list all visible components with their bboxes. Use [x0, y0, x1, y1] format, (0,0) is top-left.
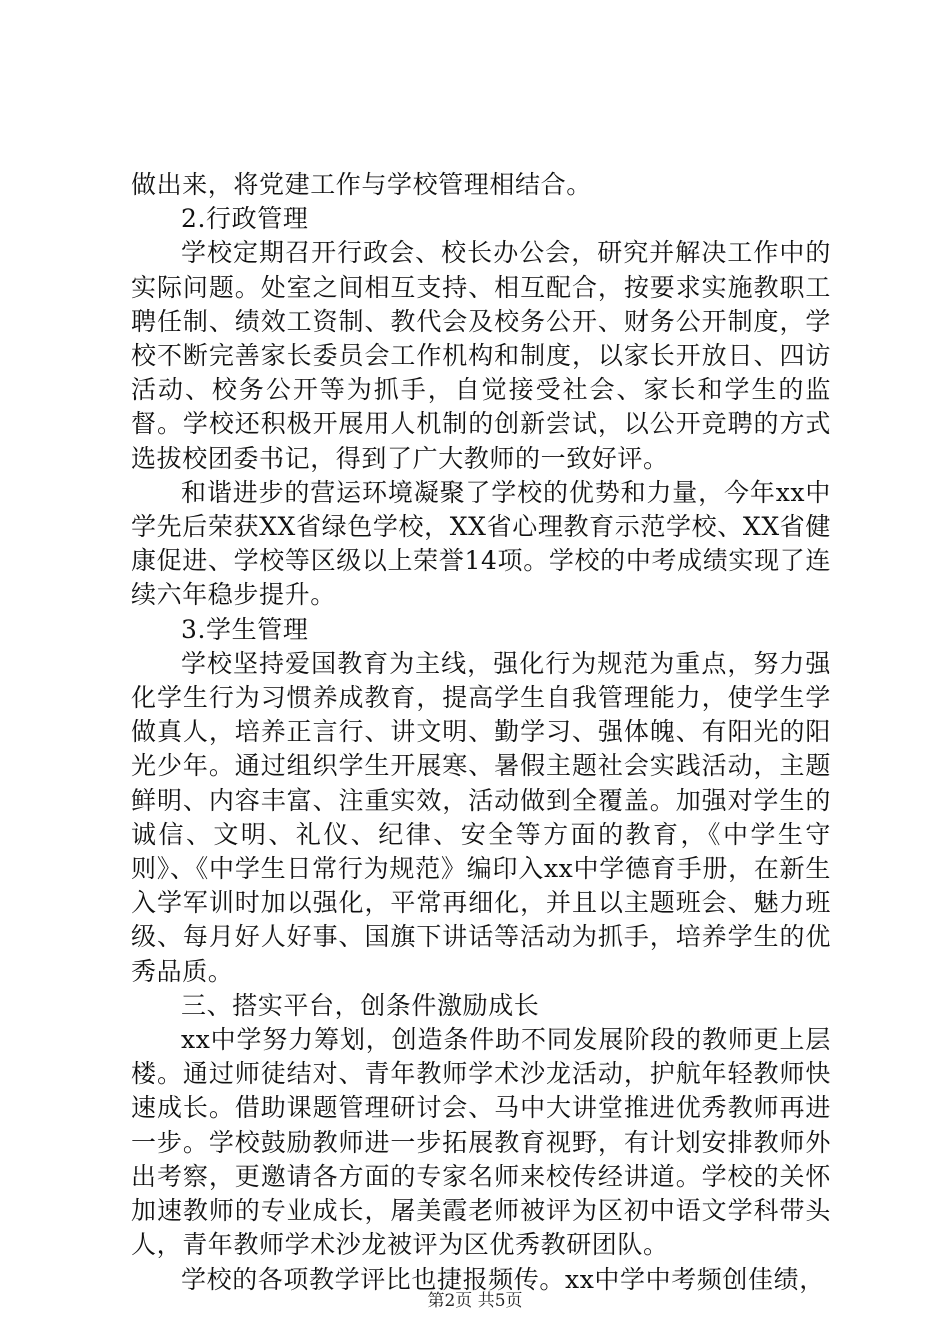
- paragraph-administration: 学校定期召开行政会、校长办公会，研究并解决工作中的实际问题。处室之间相互支持、相互配合，按要求实施教职工聘任制、绩效工资制、教代会及校务公开、财务公开制度，学校不断完善家长委员会工作机构和制度，以家长开放日、四访活动、校务公开等为抓手，自觉接受社会、家长和学生的监督。学校还积极开展用人机制的创新尝试，以公开竞聘的方式选拔校团委书记，得到了广大教师的一致好评。: [131, 238, 831, 473]
- section-heading-platform: 三、搭实平台，创条件激励成长: [181, 990, 540, 1020]
- paragraph-teaching-awards: 学校的各项教学评比也捷报频传。xx中学中考频创佳绩，: [181, 1264, 825, 1294]
- page-footer: 第2页 共5页: [427, 1291, 523, 1311]
- paragraph-honors: 和谐进步的营运环境凝聚了学校的优势和力量，今年xx中学先后荣获XX省绿色学校，XX省心理教育示范学校、XX省健康促进、学校等区级以上荣誉14项。学校的中考成绩实现了连续六年稳步提升。: [131, 477, 831, 610]
- paragraph-student-management: 学校坚持爱国教育为主线，强化行为规范为重点，努力强化学生行为习惯养成教育，提高学生自我管理能力，使学生学做真人，培养正言行、讲文明、勤学习、强体魄、有阳光的阳光少年。通过组织学生开展寒、暑假主题社会实践活动，主题鲜明、内容丰富、注重实效，活动做到全覆盖。加强对学生的诚信、文明、礼仪、纪律、安全等方面的教育，《中学生守则》、《中学生日常行为规范》编印入xx中学德育手册，在新生入学军训时加以强化，平常再细化，并且以主题班会、魅力班级、每月好人好事、国旗下讲话等活动为抓手，培养学生的优秀品质。: [131, 648, 831, 986]
- section-heading-administration: 2.行政管理: [181, 204, 309, 234]
- section-heading-student-management: 3.学生管理: [181, 614, 309, 644]
- paragraph-continuation: 做出来，将党建工作与学校管理相结合。: [131, 170, 592, 199]
- paragraph-teacher-growth: xx中学努力筹划，创造条件助不同发展阶段的教师更上层楼。通过师徒结对、青年教师学术沙龙活动，护航年轻教师快速成长。借助课题管理研讨会、马中大讲堂推进优秀教师再进一步。学校鼓励教师进一步拓展教育视野，有计划安排教师外出考察，更邀请各方面的专家名师来校传经讲道。学校的关怀加速教师的专业成长，屠美霞老师被评为区初中语文学科带头人，青年教师学术沙龙被评为区优秀教研团队。: [131, 1025, 831, 1260]
- document-body: [131, 168, 831, 1297]
